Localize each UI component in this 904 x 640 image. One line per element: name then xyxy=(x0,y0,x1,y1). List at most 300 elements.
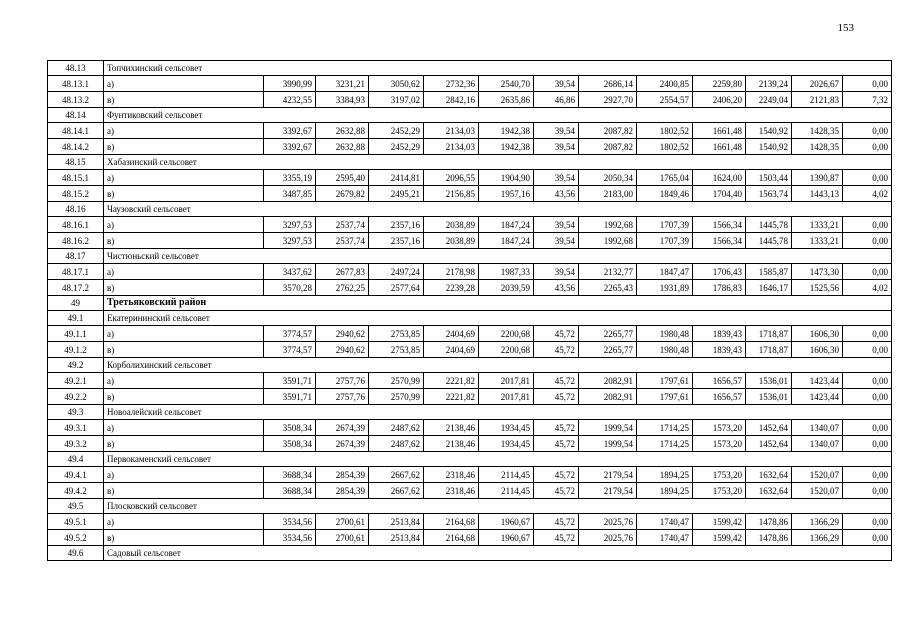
value-cell: 2452,29 xyxy=(369,123,424,139)
value-cell: 1839,43 xyxy=(693,342,746,358)
value-cell: 2265,77 xyxy=(579,342,637,358)
row-code: 48.17.1 xyxy=(48,264,104,280)
row-name: Первокаменский сельсовет xyxy=(104,452,892,467)
value-cell: 4,02 xyxy=(843,186,892,202)
row-code: 48.14.1 xyxy=(48,123,104,139)
row-name: Плосковский сельсовет xyxy=(104,499,892,514)
value-cell: 2404,69 xyxy=(424,342,479,358)
value-cell: 1656,57 xyxy=(693,389,746,405)
table-row xyxy=(48,92,892,108)
row-code: 48.15.2 xyxy=(48,186,104,202)
value-cell: 4,02 xyxy=(843,280,892,296)
value-cell: 3774,57 xyxy=(264,326,316,342)
value-cell: 2050,34 xyxy=(579,170,637,186)
row-name: Фунтиковский сельсовет xyxy=(104,108,892,123)
value-cell: 2677,83 xyxy=(316,264,369,280)
value-cell: 1632,64 xyxy=(746,483,792,499)
value-cell: 1443,13 xyxy=(792,186,843,202)
value-cell: 1992,68 xyxy=(579,217,637,233)
value-cell: 1999,54 xyxy=(579,420,637,436)
row-name: Чистюньский сельсовет xyxy=(104,249,892,264)
value-cell: 0,00 xyxy=(843,76,892,92)
value-cell: 2842,16 xyxy=(424,92,479,108)
value-cell: 1599,42 xyxy=(693,530,746,546)
value-cell: 2667,62 xyxy=(369,483,424,499)
value-cell: 1340,07 xyxy=(792,420,843,436)
value-cell: 1802,52 xyxy=(637,139,693,155)
value-cell: 2732,36 xyxy=(424,76,479,92)
value-cell: 2039,59 xyxy=(479,280,534,296)
row-code: 48.16 xyxy=(48,202,104,217)
table-row xyxy=(48,280,892,296)
value-cell: 2570,99 xyxy=(369,373,424,389)
row-code: 49.2 xyxy=(48,358,104,373)
table-row xyxy=(48,186,892,202)
value-cell: 2674,39 xyxy=(316,420,369,436)
value-cell: 3591,71 xyxy=(264,373,316,389)
row-code: 49 xyxy=(48,296,104,311)
value-cell: 2114,45 xyxy=(479,483,534,499)
row-letter: а) xyxy=(104,467,264,483)
value-cell: 2757,76 xyxy=(316,389,369,405)
value-cell: 39,54 xyxy=(534,233,579,249)
value-cell: 0,00 xyxy=(843,342,892,358)
value-cell: 3508,34 xyxy=(264,436,316,452)
value-cell: 2200,68 xyxy=(479,342,534,358)
value-cell: 0,00 xyxy=(843,217,892,233)
value-cell: 2164,68 xyxy=(424,530,479,546)
value-cell: 2540,70 xyxy=(479,76,534,92)
value-cell: 2025,76 xyxy=(579,514,637,530)
value-cell: 2164,68 xyxy=(424,514,479,530)
row-code: 49.2.1 xyxy=(48,373,104,389)
page-number: 153 xyxy=(837,22,854,34)
row-code: 49.1.1 xyxy=(48,326,104,342)
row-name: Топчихинский сельсовет xyxy=(104,61,892,76)
value-cell: 1563,74 xyxy=(746,186,792,202)
table-row xyxy=(48,389,892,405)
value-cell: 1931,89 xyxy=(637,280,693,296)
row-letter: в) xyxy=(104,483,264,499)
value-cell: 1606,30 xyxy=(792,326,843,342)
value-cell: 1980,48 xyxy=(637,342,693,358)
value-cell: 1646,17 xyxy=(746,280,792,296)
value-cell: 2138,46 xyxy=(424,420,479,436)
row-code: 49.5.1 xyxy=(48,514,104,530)
row-code: 49.1 xyxy=(48,311,104,326)
value-cell: 1624,00 xyxy=(693,170,746,186)
value-cell: 1839,43 xyxy=(693,326,746,342)
value-cell: 3050,62 xyxy=(369,76,424,92)
row-name: Садовый сельсовет xyxy=(104,546,892,561)
value-cell: 45,72 xyxy=(534,514,579,530)
value-cell: 2178,98 xyxy=(424,264,479,280)
value-cell: 2554,57 xyxy=(637,92,693,108)
row-code: 48.13 xyxy=(48,61,104,76)
table-row xyxy=(48,217,892,233)
value-cell: 2940,62 xyxy=(316,326,369,342)
value-cell: 2265,77 xyxy=(579,326,637,342)
value-cell: 1520,07 xyxy=(792,483,843,499)
row-code: 49.2.2 xyxy=(48,389,104,405)
value-cell: 3534,56 xyxy=(264,514,316,530)
value-cell: 1797,61 xyxy=(637,389,693,405)
value-cell: 2635,86 xyxy=(479,92,534,108)
table-row xyxy=(48,326,892,342)
value-cell: 2762,25 xyxy=(316,280,369,296)
value-cell: 0,00 xyxy=(843,514,892,530)
row-code: 48.14 xyxy=(48,108,104,123)
section-header-row xyxy=(48,358,892,373)
value-cell: 2452,29 xyxy=(369,139,424,155)
value-cell: 1423,44 xyxy=(792,373,843,389)
table-row xyxy=(48,373,892,389)
value-cell: 2025,76 xyxy=(579,530,637,546)
value-cell: 1904,90 xyxy=(479,170,534,186)
value-cell: 45,72 xyxy=(534,389,579,405)
value-cell: 1999,54 xyxy=(579,436,637,452)
value-cell: 0,00 xyxy=(843,483,892,499)
value-cell: 2138,46 xyxy=(424,436,479,452)
row-code: 48.15 xyxy=(48,155,104,170)
value-cell: 2487,62 xyxy=(369,420,424,436)
row-code: 49.3 xyxy=(48,405,104,420)
section-header-row xyxy=(48,405,892,420)
row-code: 49.4.2 xyxy=(48,483,104,499)
value-cell: 1520,07 xyxy=(792,467,843,483)
value-cell: 7,32 xyxy=(843,92,892,108)
value-cell: 0,00 xyxy=(843,233,892,249)
value-cell: 3384,93 xyxy=(316,92,369,108)
value-cell: 1987,33 xyxy=(479,264,534,280)
row-letter: а) xyxy=(104,170,264,186)
value-cell: 1847,24 xyxy=(479,217,534,233)
value-cell: 1894,25 xyxy=(637,467,693,483)
row-code: 48.13.1 xyxy=(48,76,104,92)
value-cell: 45,72 xyxy=(534,342,579,358)
value-cell: 3197,02 xyxy=(369,92,424,108)
value-cell: 2121,83 xyxy=(792,92,843,108)
value-cell: 2406,20 xyxy=(693,92,746,108)
section-header-row xyxy=(48,108,892,123)
value-cell: 1849,46 xyxy=(637,186,693,202)
value-cell: 1478,86 xyxy=(746,530,792,546)
row-code: 49.3.2 xyxy=(48,436,104,452)
value-cell: 2239,28 xyxy=(424,280,479,296)
row-code: 49.4 xyxy=(48,452,104,467)
value-cell: 45,72 xyxy=(534,326,579,342)
value-cell: 2753,85 xyxy=(369,326,424,342)
value-cell: 1606,30 xyxy=(792,342,843,358)
value-cell: 0,00 xyxy=(843,123,892,139)
section-header-row xyxy=(48,452,892,467)
value-cell: 1714,25 xyxy=(637,436,693,452)
value-cell: 1536,01 xyxy=(746,389,792,405)
table-row xyxy=(48,76,892,92)
value-cell: 2017,81 xyxy=(479,389,534,405)
value-cell: 1423,44 xyxy=(792,389,843,405)
value-cell: 1585,87 xyxy=(746,264,792,280)
row-code: 48.13.2 xyxy=(48,92,104,108)
row-letter: а) xyxy=(104,326,264,342)
table-row xyxy=(48,123,892,139)
table-row xyxy=(48,139,892,155)
table-row xyxy=(48,467,892,483)
value-cell: 3355,19 xyxy=(264,170,316,186)
value-cell: 3591,71 xyxy=(264,389,316,405)
row-letter: в) xyxy=(104,233,264,249)
value-cell: 1390,87 xyxy=(792,170,843,186)
value-cell: 0,00 xyxy=(843,139,892,155)
value-cell: 1740,47 xyxy=(637,530,693,546)
value-cell: 2700,61 xyxy=(316,530,369,546)
value-cell: 1786,83 xyxy=(693,280,746,296)
value-cell: 43,56 xyxy=(534,280,579,296)
value-cell: 2357,16 xyxy=(369,233,424,249)
value-cell: 1704,40 xyxy=(693,186,746,202)
value-cell: 3508,34 xyxy=(264,420,316,436)
value-cell: 1718,87 xyxy=(746,326,792,342)
value-cell: 0,00 xyxy=(843,264,892,280)
value-cell: 1428,35 xyxy=(792,123,843,139)
value-cell: 3392,67 xyxy=(264,123,316,139)
value-cell: 2114,45 xyxy=(479,467,534,483)
value-cell: 3231,21 xyxy=(316,76,369,92)
value-cell: 1740,47 xyxy=(637,514,693,530)
value-cell: 1540,92 xyxy=(746,123,792,139)
row-letter: в) xyxy=(104,186,264,202)
table-row xyxy=(48,514,892,530)
row-letter: а) xyxy=(104,217,264,233)
table-row xyxy=(48,436,892,452)
value-cell: 2927,70 xyxy=(579,92,637,108)
value-cell: 2096,55 xyxy=(424,170,479,186)
value-cell: 2038,89 xyxy=(424,217,479,233)
value-cell: 2183,00 xyxy=(579,186,637,202)
value-cell: 0,00 xyxy=(843,389,892,405)
value-cell: 1707,39 xyxy=(637,233,693,249)
value-cell: 2757,76 xyxy=(316,373,369,389)
value-cell: 2139,24 xyxy=(746,76,792,92)
table-row xyxy=(48,264,892,280)
value-cell: 1992,68 xyxy=(579,233,637,249)
value-cell: 1802,52 xyxy=(637,123,693,139)
row-letter: а) xyxy=(104,373,264,389)
section-header-row xyxy=(48,499,892,514)
value-cell: 3570,28 xyxy=(264,280,316,296)
value-cell: 3774,57 xyxy=(264,342,316,358)
value-cell: 1960,67 xyxy=(479,530,534,546)
row-code: 49.5 xyxy=(48,499,104,514)
value-cell: 1366,29 xyxy=(792,530,843,546)
value-cell: 1706,43 xyxy=(693,264,746,280)
value-cell: 2087,82 xyxy=(579,123,637,139)
value-cell: 1445,78 xyxy=(746,233,792,249)
value-cell: 1366,29 xyxy=(792,514,843,530)
value-cell: 1445,78 xyxy=(746,217,792,233)
value-cell: 1894,25 xyxy=(637,483,693,499)
value-cell: 1473,30 xyxy=(792,264,843,280)
value-cell: 46,86 xyxy=(534,92,579,108)
value-cell: 1478,86 xyxy=(746,514,792,530)
value-cell: 1340,07 xyxy=(792,436,843,452)
row-letter: а) xyxy=(104,76,264,92)
table-row xyxy=(48,420,892,436)
value-cell: 1428,35 xyxy=(792,139,843,155)
value-cell: 2082,91 xyxy=(579,389,637,405)
value-cell: 1934,45 xyxy=(479,420,534,436)
value-cell: 2632,88 xyxy=(316,139,369,155)
value-cell: 1452,64 xyxy=(746,420,792,436)
section-header-row xyxy=(48,155,892,170)
value-cell: 1452,64 xyxy=(746,436,792,452)
value-cell: 2577,64 xyxy=(369,280,424,296)
value-cell: 45,72 xyxy=(534,420,579,436)
value-cell: 2318,46 xyxy=(424,483,479,499)
value-cell: 3990,99 xyxy=(264,76,316,92)
value-cell: 0,00 xyxy=(843,326,892,342)
value-cell: 0,00 xyxy=(843,170,892,186)
value-cell: 1765,04 xyxy=(637,170,693,186)
value-cell: 2087,82 xyxy=(579,139,637,155)
value-cell: 2667,62 xyxy=(369,467,424,483)
row-letter: а) xyxy=(104,123,264,139)
value-cell: 45,72 xyxy=(534,530,579,546)
value-cell: 4232,55 xyxy=(264,92,316,108)
value-cell: 2632,88 xyxy=(316,123,369,139)
value-cell: 45,72 xyxy=(534,467,579,483)
value-cell: 1656,57 xyxy=(693,373,746,389)
value-cell: 2414,81 xyxy=(369,170,424,186)
value-cell: 2495,21 xyxy=(369,186,424,202)
value-cell: 1753,20 xyxy=(693,483,746,499)
value-cell: 1718,87 xyxy=(746,342,792,358)
row-code: 48.16.1 xyxy=(48,217,104,233)
value-cell: 1753,20 xyxy=(693,467,746,483)
value-cell: 1714,25 xyxy=(637,420,693,436)
value-cell: 2038,89 xyxy=(424,233,479,249)
section-header-row xyxy=(48,202,892,217)
tariff-table xyxy=(47,60,892,561)
row-code: 48.16.2 xyxy=(48,233,104,249)
value-cell: 3487,85 xyxy=(264,186,316,202)
value-cell: 0,00 xyxy=(843,530,892,546)
value-cell: 2700,61 xyxy=(316,514,369,530)
row-code: 49.3.1 xyxy=(48,420,104,436)
value-cell: 39,54 xyxy=(534,76,579,92)
value-cell: 1573,20 xyxy=(693,436,746,452)
table-row xyxy=(48,530,892,546)
value-cell: 39,54 xyxy=(534,170,579,186)
value-cell: 2487,62 xyxy=(369,436,424,452)
row-letter: в) xyxy=(104,280,264,296)
value-cell: 2497,24 xyxy=(369,264,424,280)
table-body xyxy=(48,61,892,561)
row-letter: в) xyxy=(104,530,264,546)
value-cell: 3392,67 xyxy=(264,139,316,155)
value-cell: 2017,81 xyxy=(479,373,534,389)
value-cell: 2753,85 xyxy=(369,342,424,358)
value-cell: 2400,85 xyxy=(637,76,693,92)
row-letter: а) xyxy=(104,264,264,280)
row-code: 49.6 xyxy=(48,546,104,561)
value-cell: 3437,62 xyxy=(264,264,316,280)
value-cell: 2179,54 xyxy=(579,467,637,483)
value-cell: 1942,38 xyxy=(479,139,534,155)
section-header-row xyxy=(48,296,892,311)
value-cell: 1847,47 xyxy=(637,264,693,280)
value-cell: 2221,82 xyxy=(424,373,479,389)
value-cell: 1661,48 xyxy=(693,123,746,139)
value-cell: 0,00 xyxy=(843,420,892,436)
value-cell: 1934,45 xyxy=(479,436,534,452)
row-name: Чаузовский сельсовет xyxy=(104,202,892,217)
value-cell: 2686,14 xyxy=(579,76,637,92)
table-row xyxy=(48,342,892,358)
value-cell: 39,54 xyxy=(534,217,579,233)
row-letter: в) xyxy=(104,436,264,452)
section-header-row xyxy=(48,61,892,76)
value-cell: 2940,62 xyxy=(316,342,369,358)
value-cell: 2179,54 xyxy=(579,483,637,499)
value-cell: 2570,99 xyxy=(369,389,424,405)
table-row xyxy=(48,170,892,186)
value-cell: 2679,82 xyxy=(316,186,369,202)
value-cell: 2156,85 xyxy=(424,186,479,202)
row-letter: в) xyxy=(104,92,264,108)
value-cell: 1960,67 xyxy=(479,514,534,530)
row-letter: а) xyxy=(104,514,264,530)
value-cell: 2513,84 xyxy=(369,514,424,530)
value-cell: 1661,48 xyxy=(693,139,746,155)
value-cell: 1503,44 xyxy=(746,170,792,186)
row-code: 48.17.2 xyxy=(48,280,104,296)
table-row xyxy=(48,233,892,249)
row-code: 49.4.1 xyxy=(48,467,104,483)
row-letter: в) xyxy=(104,342,264,358)
row-name: Екатерининский сельсовет xyxy=(104,311,892,326)
value-cell: 2259,80 xyxy=(693,76,746,92)
row-code: 49.1.2 xyxy=(48,342,104,358)
value-cell: 2404,69 xyxy=(424,326,479,342)
row-code: 48.17 xyxy=(48,249,104,264)
section-header-row xyxy=(48,311,892,326)
value-cell: 2200,68 xyxy=(479,326,534,342)
value-cell: 45,72 xyxy=(534,483,579,499)
value-cell: 2357,16 xyxy=(369,217,424,233)
value-cell: 2265,43 xyxy=(579,280,637,296)
value-cell: 39,54 xyxy=(534,264,579,280)
value-cell: 2674,39 xyxy=(316,436,369,452)
value-cell: 3297,53 xyxy=(264,217,316,233)
row-letter: в) xyxy=(104,139,264,155)
value-cell: 45,72 xyxy=(534,436,579,452)
value-cell: 3688,34 xyxy=(264,483,316,499)
value-cell: 1942,38 xyxy=(479,123,534,139)
value-cell: 0,00 xyxy=(843,373,892,389)
value-cell: 1333,21 xyxy=(792,233,843,249)
row-letter: в) xyxy=(104,389,264,405)
row-name: Новоалейский сельсовет xyxy=(104,405,892,420)
value-cell: 2595,40 xyxy=(316,170,369,186)
value-cell: 1573,20 xyxy=(693,420,746,436)
value-cell: 1536,01 xyxy=(746,373,792,389)
row-code: 48.14.2 xyxy=(48,139,104,155)
value-cell: 1847,24 xyxy=(479,233,534,249)
value-cell: 3297,53 xyxy=(264,233,316,249)
value-cell: 0,00 xyxy=(843,467,892,483)
row-name: Корболихинский сельсовет xyxy=(104,358,892,373)
